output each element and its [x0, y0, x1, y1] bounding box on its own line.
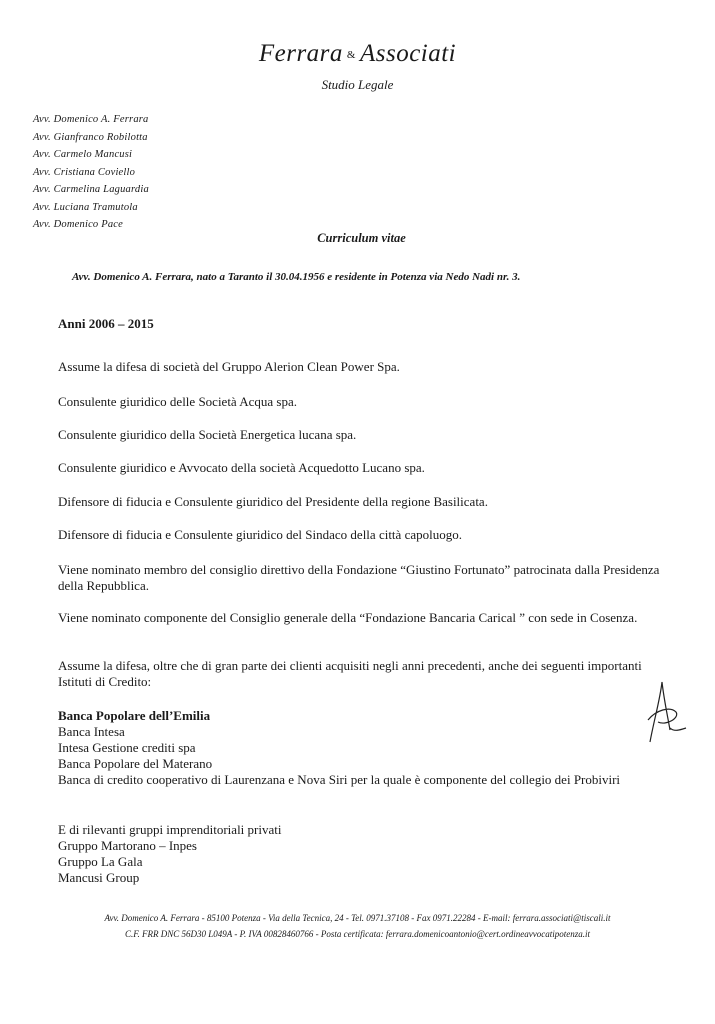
firm-name-second: Associati — [359, 40, 457, 67]
groups-list — [58, 822, 678, 886]
cv-paragraph: Assume la difesa di società del Gruppo Alerion Clean Power Spa. — [58, 359, 400, 374]
cv-title: Curriculum vitae — [317, 231, 406, 245]
cv-paragraph: Assume la difesa, oltre che di gran parte dei clienti acquisiti negli anni precedenti, anche dei seguenti importanti Istituti di Credito: — [58, 658, 642, 689]
firm-subtitle: Studio Legale — [321, 77, 394, 92]
bank-item: Banca Popolare dell’Emilia — [58, 708, 211, 723]
cv-paragraph: Consulente giuridico delle Società Acqua spa. — [58, 394, 297, 409]
bank-item: Banca di credito cooperativo di Laurenzana e Nova Siri per la quale è componente del collegio dei Probiviri — [58, 772, 621, 787]
group-item: E di rilevanti gruppi imprenditoriali privati — [58, 822, 282, 837]
lawyer-name: Avv. Carmelina Laguardia — [33, 184, 149, 195]
lawyer-name: Avv. Domenico Pace — [33, 219, 123, 230]
bank-item: Banca Intesa — [58, 724, 125, 739]
cv-paragraph: Consulente giuridico della Società Energetica lucana spa. — [58, 427, 357, 442]
cv-paragraph: Difensore di fiducia e Consulente giuridico del Presidente della regione Basilicata. — [58, 494, 488, 509]
bank-item: Banca Popolare del Materano — [58, 756, 213, 771]
footer-contacts: Avv. Domenico A. Ferrara - 85100 Potenza - Via della Tecnica, 24 - Tel. 0971.37108 - Fax 0971.22284 - E-mail: ferrara.associati@tiscali.it — [104, 913, 611, 923]
firm-name-ampersand: & — [346, 49, 356, 62]
group-item: Mancusi Group — [58, 870, 140, 885]
group-item: Gruppo Martorano – Inpes — [58, 838, 197, 853]
cv-paragraph: Viene nominato membro del consiglio direttivo della Fondazione “Giustino Fortunato” patrocinata dalla Presidenza della Repubblica. — [58, 562, 660, 593]
cv-intro: Avv. Domenico A. Ferrara, nato a Taranto il 30.04.1956 e residente in Potenza via Nedo Nadi nr. 3. — [72, 271, 521, 283]
signature-initials — [640, 680, 690, 750]
lawyer-name: Avv. Domenico A. Ferrara — [33, 114, 149, 125]
footer-fiscal: C.F. FRR DNC 56D30 L049A - P. IVA 00828460766 - Posta certificata: ferrara.domenicoantonio@cert.ordineavvocatipotenza.it — [124, 929, 591, 939]
lawyer-name: Avv. Luciana Tramutola — [33, 201, 138, 213]
cv-paragraph: Difensore di fiducia e Consulente giuridico del Sindaco della città capoluogo. — [58, 527, 462, 542]
banks-list — [58, 708, 678, 788]
section-years: Anni 2006 – 2015 — [58, 316, 154, 331]
lawyers-list — [33, 111, 149, 234]
lawyer-name: Avv. Cristiana Coviello — [33, 166, 136, 178]
cv-paragraph: Consulente giuridico e Avvocato della società Acquedotto Lucano spa. — [58, 460, 425, 475]
lawyer-name: Avv. Gianfranco Robilotta — [33, 131, 148, 143]
firm-name-first: Ferrara — [258, 40, 343, 67]
firm-name — [0, 40, 715, 68]
group-item: Gruppo La Gala — [58, 854, 143, 869]
bank-item: Intesa Gestione crediti spa — [58, 740, 196, 755]
cv-paragraph: Viene nominato componente del Consiglio generale della “Fondazione Bancaria Carical ” con sede in Cosenza. — [58, 610, 638, 625]
lawyer-name: Avv. Carmelo Mancusi — [33, 149, 133, 160]
